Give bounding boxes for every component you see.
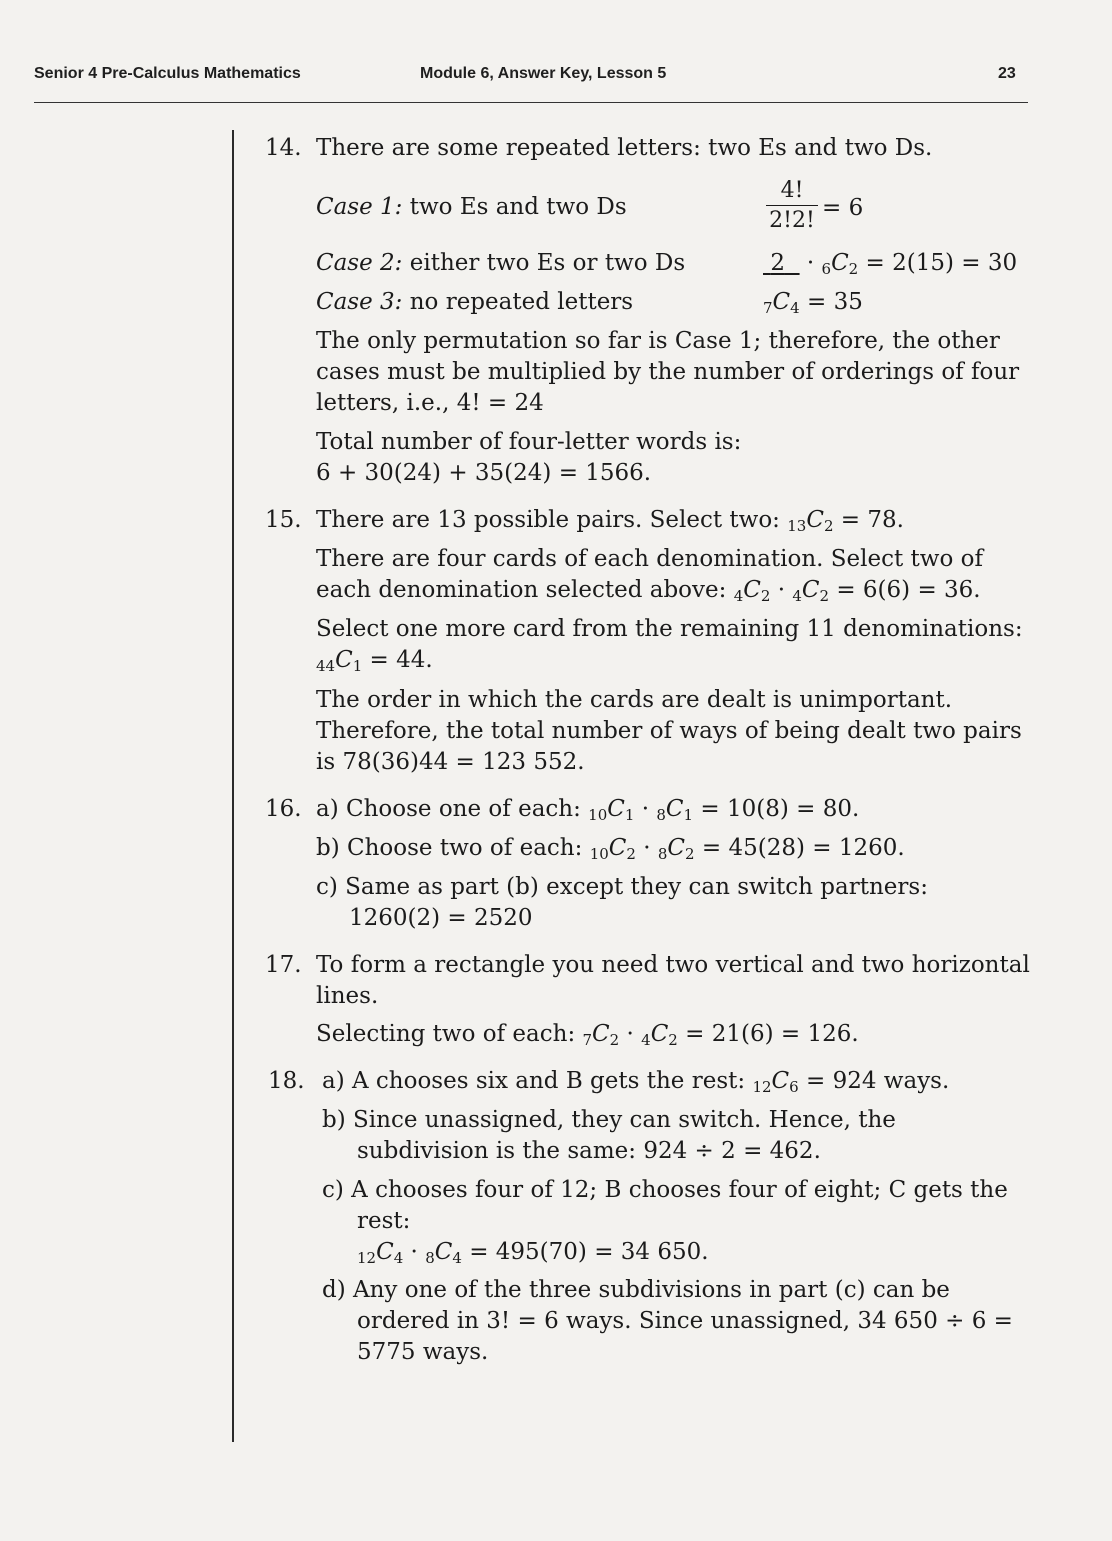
- q17-line: lines.: [316, 983, 379, 1009]
- q14-paragraph-line: letters, i.e., 4! = 24: [316, 390, 544, 416]
- q18-part-b-line2: subdivision is the same: 924 ÷ 2 = 462.: [357, 1138, 821, 1164]
- course-title: Senior 4 Pre-Calculus Mathematics: [34, 65, 301, 82]
- q14-case3-formula: $_7C_4 = 35$: [763, 289, 863, 317]
- question-number-14: 14.: [265, 135, 302, 161]
- q14-paragraph-line: The only permutation so far is Case 1; therefore, the other: [316, 328, 1000, 354]
- fraction-numerator: 4!: [780, 178, 804, 203]
- q14-case1-fraction: [766, 178, 818, 233]
- module-title: Module 6, Answer Key, Lesson 5: [420, 65, 667, 82]
- q14-total-label: Total number of four-letter words is:: [316, 429, 742, 455]
- q14-case2: Case 2: either two Es or two Ds: [316, 250, 686, 276]
- q18-part-d: d) Any one of the three subdivisions in part (c) can be: [322, 1277, 950, 1303]
- q16-part-c-result: 1260(2) = 2520: [349, 905, 533, 931]
- q18-part-c-line2: rest:: [357, 1208, 411, 1234]
- q15-line: Select one more card from the remaining 11 denominations:: [316, 616, 1023, 642]
- q15-line: Therefore, the total number of ways of being dealt two pairs: [316, 718, 1022, 744]
- q15-line: each denomination selected above: $_4C_2 \cdot _4C_2 = 6(6) = 36$.: [316, 577, 981, 605]
- q18-part-c: c) A chooses four of 12; B chooses four of eight; C gets the: [322, 1177, 1008, 1203]
- q14-case3: Case 3: no repeated letters: [316, 289, 634, 315]
- question-number-17: 17.: [265, 952, 302, 978]
- question-number-15: 15.: [265, 507, 302, 533]
- q14-case1: Case 1: two Es and two Ds: [316, 194, 627, 220]
- q15-line: $_{44}C_1 = 44$.: [316, 647, 433, 675]
- q14-intro: There are some repeated letters: two Es and two Ds.: [316, 135, 933, 161]
- q16-part-a: a) Choose one of each: $_{10}C_1 \cdot _8C_1 = 10(8) = 80$.: [316, 796, 860, 824]
- q16-part-b: b) Choose two of each: $_{10}C_2 \cdot _8C_2 = 45(28) = 1260$.: [316, 835, 905, 863]
- q18-part-d-line2: ordered in 3! = 6 ways. Since unassigned, 34 650 ÷ 6 =: [357, 1308, 1013, 1334]
- q14-case2-formula: 2 · $_6C_2 = 2(15) = 30$: [770, 250, 1018, 278]
- q16-part-c: c) Same as part (b) except they can switch partners:: [316, 874, 928, 900]
- q17-line: To form a rectangle you need two vertical and two horizontal: [316, 952, 1030, 978]
- q14-paragraph-line: cases must be multiplied by the number of orderings of four: [316, 359, 1020, 385]
- page-number: 23: [998, 65, 1016, 82]
- question-number-16: 16.: [265, 796, 302, 822]
- q15-line: is 78(36)44 = 123 552.: [316, 749, 585, 775]
- fraction-denominator: 2!2!: [769, 208, 815, 233]
- q15-line: There are four cards of each denomination. Select two of: [316, 546, 983, 572]
- question-number-18: 18.: [268, 1068, 305, 1094]
- q14-total-formula: 6 + 30(24) + 35(24) = 1566.: [316, 460, 652, 486]
- q18-part-c-formula: $_{12}C_4 \cdot _8C_4 = 495(70) = 34$ 650.: [357, 1239, 709, 1267]
- q14-case1-result: = 6: [822, 195, 864, 221]
- q18-part-a: a) A chooses six and B gets the rest: $_{12}C_6 = 924$ ways.: [322, 1068, 950, 1096]
- q15-line: The order in which the cards are dealt is unimportant.: [316, 687, 953, 713]
- q18-part-b: b) Since unassigned, they can switch. Hence, the: [322, 1107, 896, 1133]
- q17-line: Selecting two of each: $_7C_2 \cdot _4C_2 = 21(6) = 126$.: [316, 1021, 859, 1049]
- q15-line: There are 13 possible pairs. Select two: $_{13}C_2 = 78$.: [316, 507, 904, 535]
- q18-part-d-line3: 5775 ways.: [357, 1339, 489, 1365]
